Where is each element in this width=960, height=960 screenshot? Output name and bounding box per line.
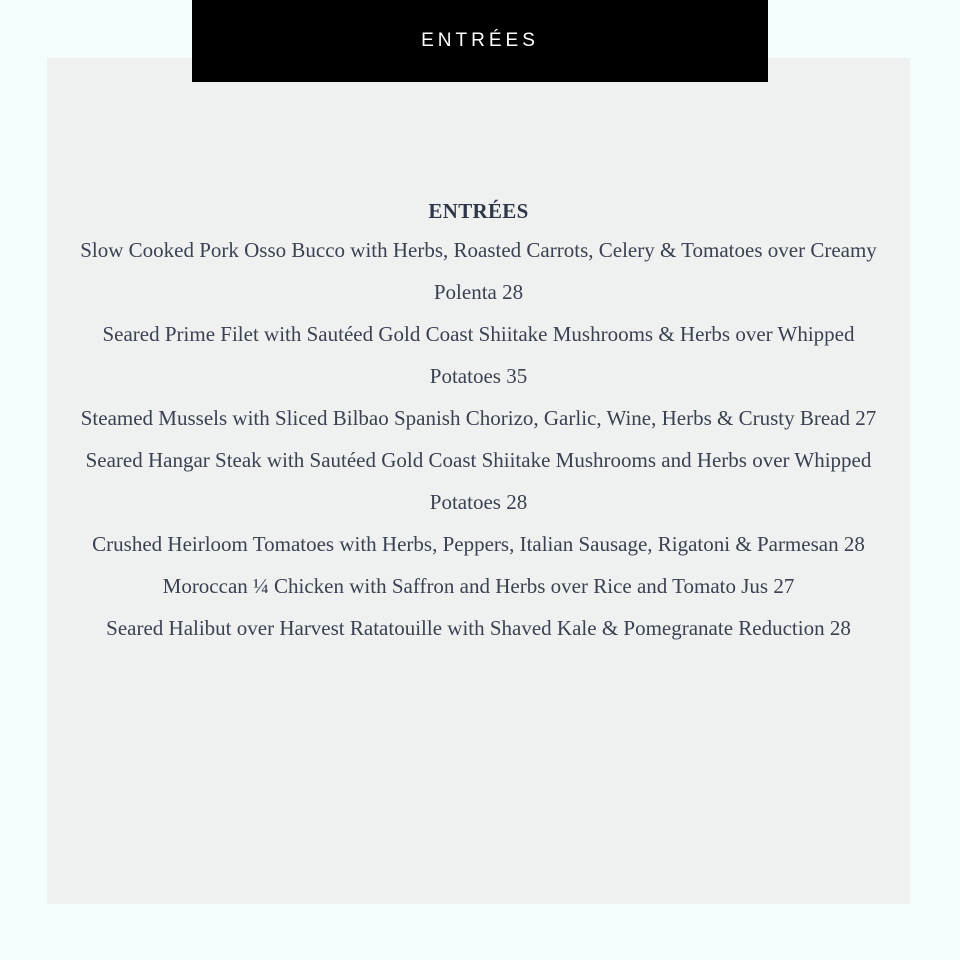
menu-item: Seared Prime Filet with Sautéed Gold Coast Shiitake Mushrooms & Herbs over Whipped Potatoes 35 [102, 322, 855, 388]
header-banner [192, 0, 768, 82]
section-heading: ENTRÉES [428, 199, 529, 223]
menu-item: Steamed Mussels with Sliced Bilbao Spanish Chorizo, Garlic, Wine, Herbs & Crusty Bread 27 [80, 406, 877, 430]
menu-item: Seared Hangar Steak with Sautéed Gold Coast Shiitake Mushrooms and Herbs over Whipped Potatoes 28 [85, 448, 872, 514]
menu-content [47, 193, 910, 649]
menu-item: Crushed Heirloom Tomatoes with Herbs, Peppers, Italian Sausage, Rigatoni & Parmesan 28 [92, 532, 865, 556]
menu-item: Slow Cooked Pork Osso Bucco with Herbs, Roasted Carrots, Celery & Tomatoes over Creamy Polenta 28 [80, 238, 877, 304]
menu-item: Moroccan ¼ Chicken with Saffron and Herbs over Rice and Tomato Jus 27 [162, 574, 795, 598]
menu-item: Seared Halibut over Harvest Ratatouille with Shaved Kale & Pomegranate Reduction 28 [106, 616, 851, 640]
banner-title: ENTRÉES [421, 30, 539, 51]
menu-items-list [79, 229, 879, 649]
